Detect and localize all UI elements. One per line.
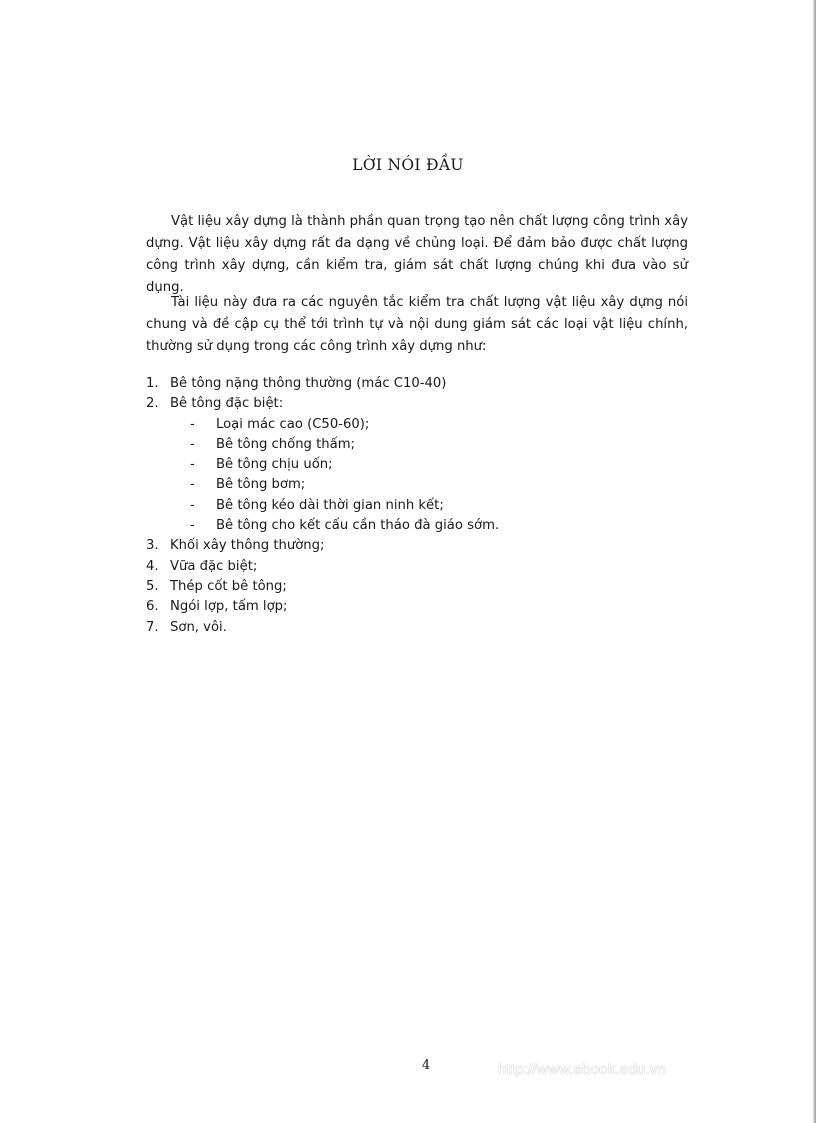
list-item-number: 4. — [146, 558, 159, 574]
dash-bullet: - — [190, 477, 195, 493]
special-concrete-sublist — [146, 415, 686, 537]
list-item-text: Bê tông nặng thông thường (mác C10-40) — [170, 376, 447, 391]
list-item — [146, 536, 686, 556]
list-item-number: 1. — [146, 376, 159, 391]
dash-bullet: - — [190, 518, 195, 534]
list-item-number: 2. — [146, 396, 159, 412]
material-list — [146, 374, 686, 638]
list-item-text: Thép cốt bê tông; — [170, 578, 287, 594]
list-item-text: Vữa đặc biệt; — [170, 558, 258, 574]
list-item-number: 6. — [146, 599, 159, 615]
watermark-url: http://www.ebook.edu.vn — [498, 1061, 667, 1078]
page-title: LỜI NÓI ĐẦU — [352, 156, 464, 174]
sublist-item-text: Bê tông bơm; — [216, 477, 306, 493]
list-item — [146, 394, 686, 536]
sublist-item — [190, 455, 686, 475]
sublist-item-text: Bê tông chịu uốn; — [216, 457, 333, 473]
sublist-item-text: Loại mác cao (C50-60); — [216, 416, 370, 432]
sublist-item — [190, 475, 686, 495]
list-item-text: Khối xây thông thường; — [170, 538, 325, 554]
list-item — [146, 577, 686, 597]
sublist-item — [190, 415, 686, 435]
list-item — [146, 557, 686, 577]
list-item-number: 5. — [146, 578, 159, 594]
sublist-item — [190, 435, 686, 455]
dash-bullet: - — [190, 497, 195, 513]
sublist-item-text: Bê tông cho kết cấu cần tháo đà giáo sớm. — [216, 518, 500, 534]
dash-bullet: - — [190, 457, 195, 473]
paragraph-scope: Tài liệu này đưa ra các nguyên tắc kiểm tra chất lượng vật liệu xây dựng nói chung và đề cập cụ thể tới trình tự và nội dung giám sát các loại vật liệu chính, thường sử dụng trong các công trình xây dựng như: — [146, 295, 688, 354]
list-item — [146, 597, 686, 617]
sublist-item — [190, 516, 686, 536]
sublist-item — [190, 496, 686, 516]
list-item-text: Sơn, vôi. — [170, 619, 227, 635]
list-item — [146, 618, 686, 638]
list-item-text: Ngói lợp, tấm lợp; — [170, 599, 288, 615]
list-item-text: Bê tông đặc biệt: — [170, 396, 284, 412]
sublist-item-text: Bê tông kéo dài thời gian ninh kết; — [216, 497, 444, 513]
dash-bullet: - — [190, 436, 195, 452]
list-item-number: 3. — [146, 538, 159, 554]
list-item-number: 7. — [146, 619, 159, 635]
sublist-item-text: Bê tông chống thấm; — [216, 436, 356, 452]
paragraph-intro: Vật liệu xây dựng là thành phần quan trọng tạo nên chất lượng công trình xây dựng. Vật liệu xây dựng rất đa dạng về chủng loại. Để đảm bảo được chất lượng công trình xây dựng, cần kiểm tra, giám sát chất lượng chúng khi đưa vào sử dụng. — [146, 214, 688, 295]
dash-bullet: - — [190, 416, 195, 432]
list-item — [146, 374, 686, 394]
page-number: 4 — [421, 1058, 431, 1073]
